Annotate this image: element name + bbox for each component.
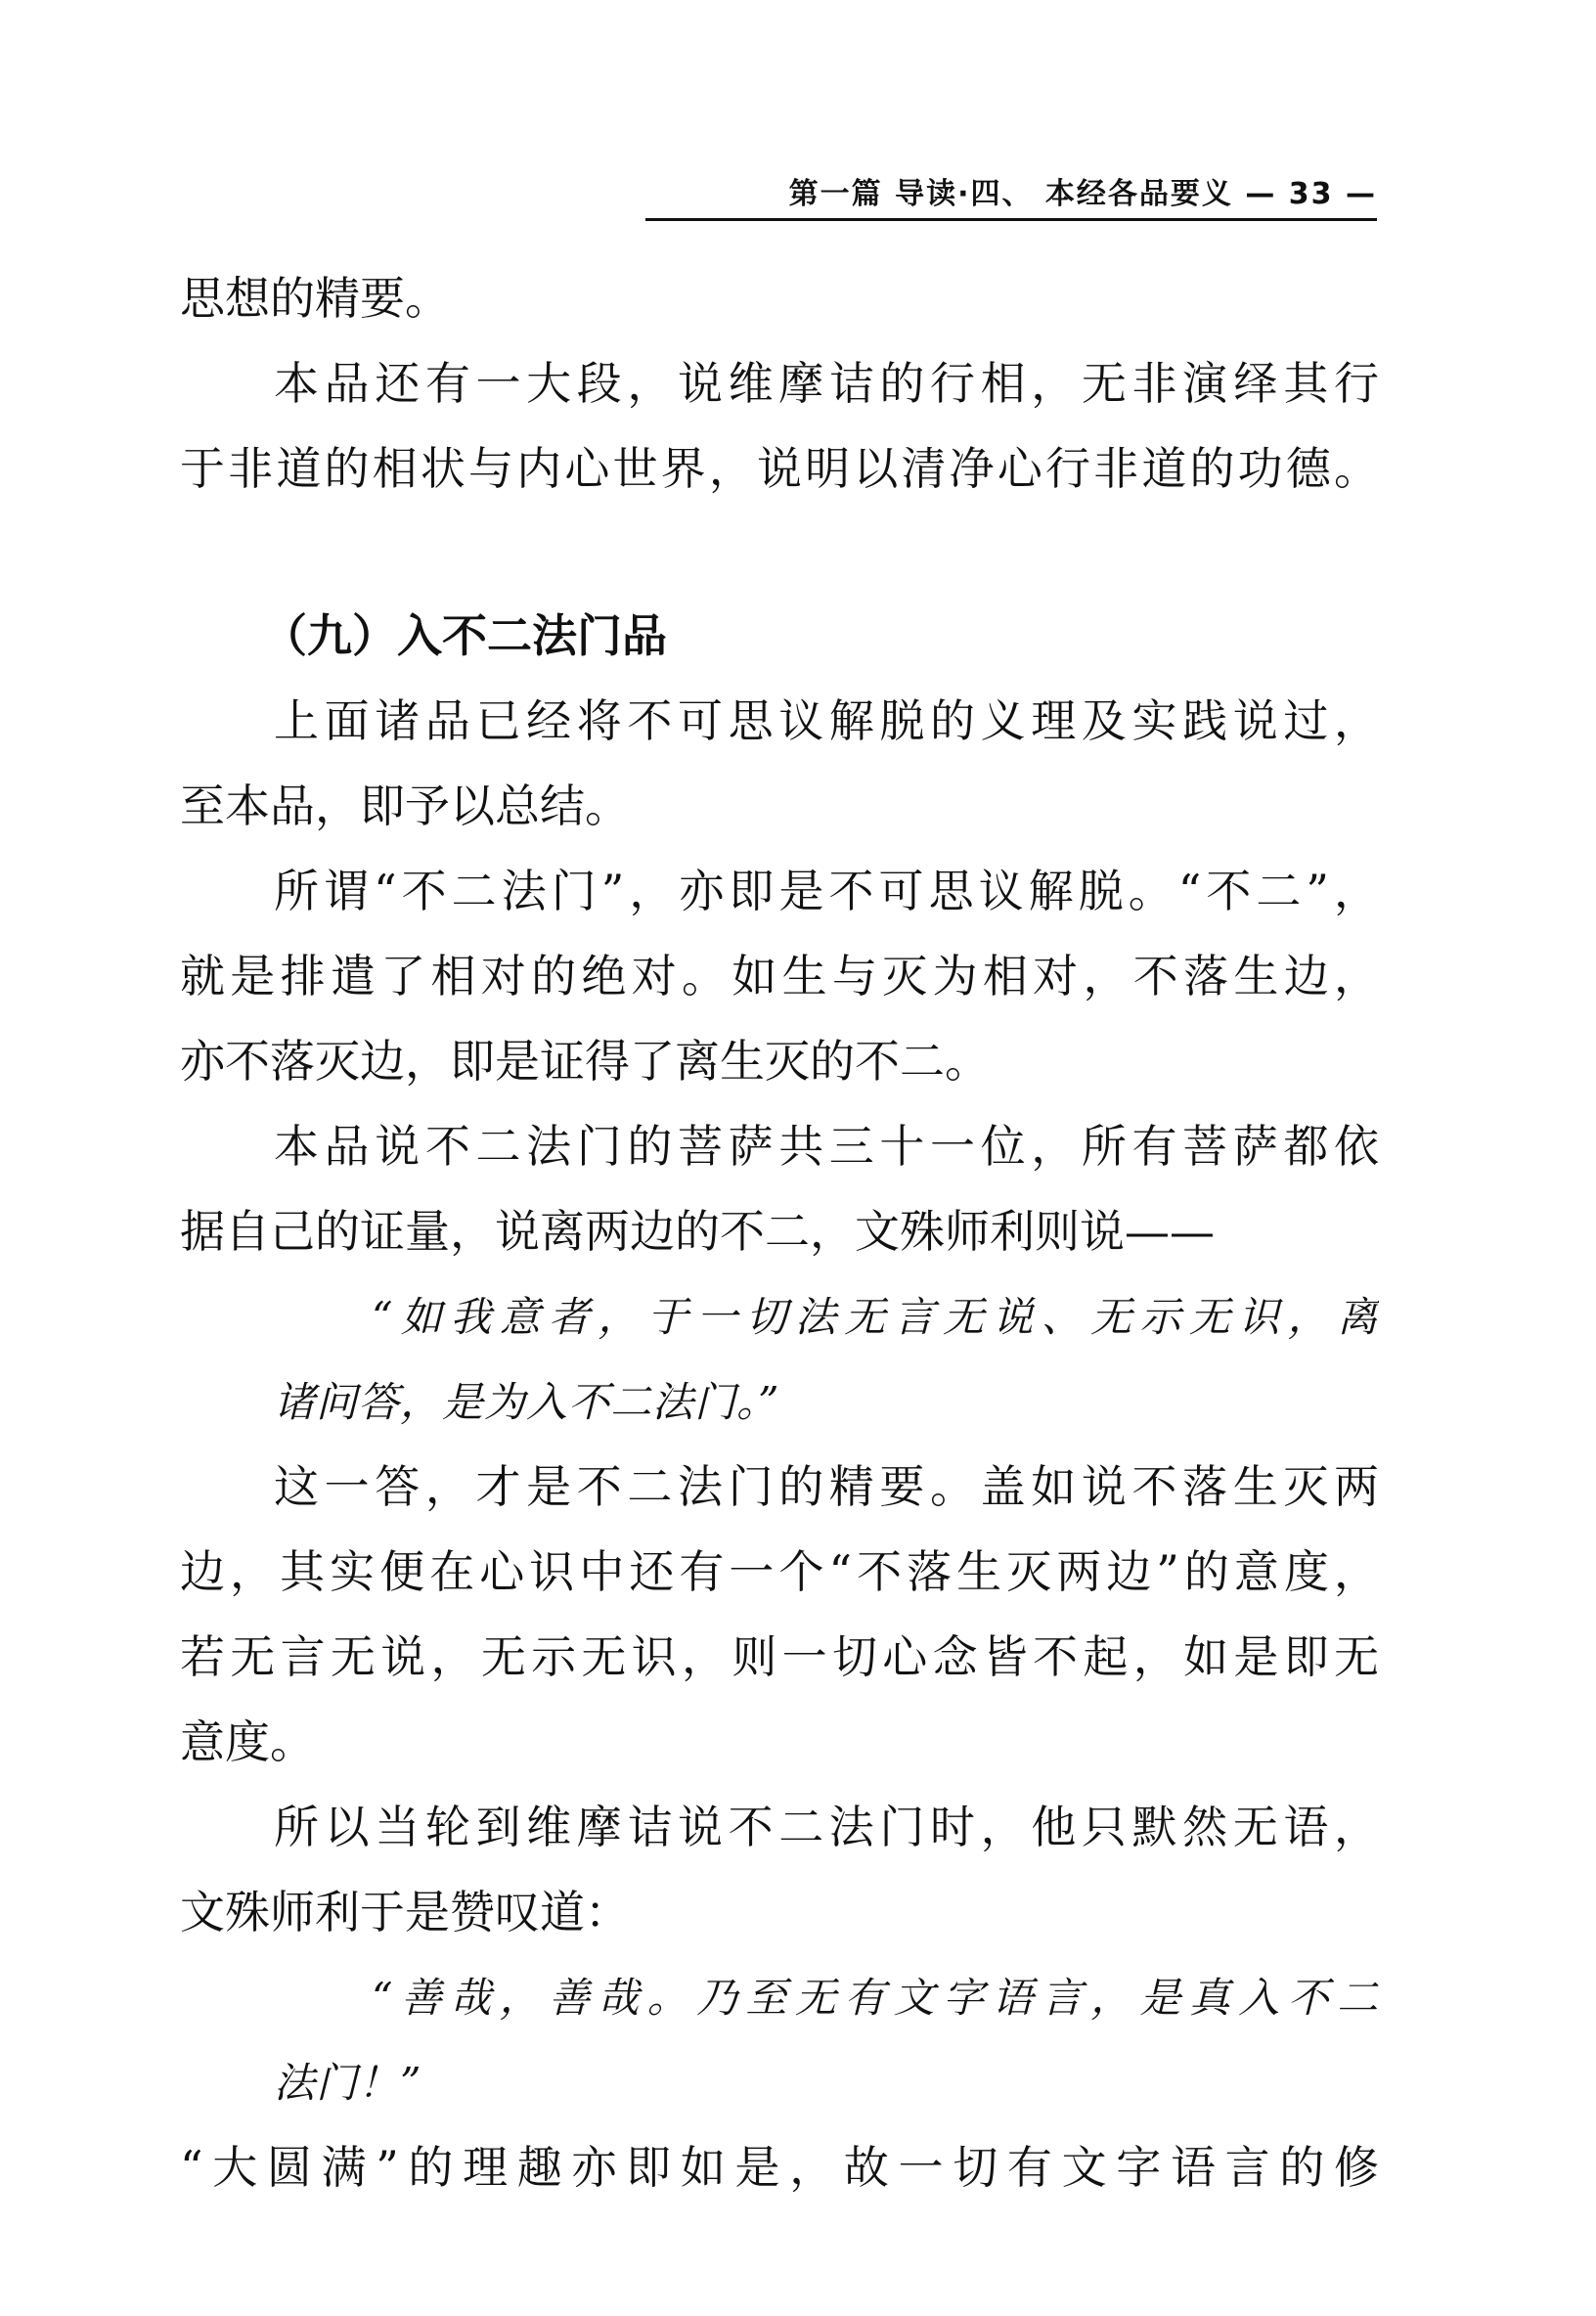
body-line: “大圆满”的理趣亦即如是，故一切有文字语言的修 bbox=[180, 2141, 1379, 2194]
body-line: 若无言无说，无示无识，则一切心念皆不起，如是即无 bbox=[180, 1630, 1379, 1683]
body-line: 这一答，才是不二法门的精要。盖如说不落生灭两 bbox=[274, 1460, 1379, 1513]
quote-line: 法门！” bbox=[274, 2059, 422, 2107]
section-heading: （九）入不二法门品 bbox=[262, 609, 667, 662]
page-body bbox=[180, 256, 1379, 2210]
body-line: 据自己的证量，说离两边的不二，文殊师利则说—— bbox=[180, 1205, 1215, 1258]
body-line: 上面诸品已经将不可思议解脱的义理及实践说过， bbox=[274, 694, 1379, 747]
body-line: 边，其实便在心识中还有一个“不落生灭两边”的意度， bbox=[180, 1545, 1379, 1598]
body-line: 文殊师利于是赞叹道： bbox=[180, 1886, 630, 1938]
body-line: 思想的精要。 bbox=[180, 272, 450, 325]
body-line: 意度。 bbox=[180, 1715, 315, 1768]
body-line: 本品说不二法门的菩萨共三十一位，所有菩萨都依 bbox=[274, 1120, 1379, 1173]
body-line: 于非道的相状与内心世界，说明以清净心行非道的功德。 bbox=[180, 442, 1379, 495]
quote-line: “如我意者，于一切法无言无说、无示无识，离 bbox=[372, 1293, 1379, 1341]
running-title: 第一篇 导读·四、 本经各品要义 — 33 — bbox=[788, 177, 1377, 211]
running-header bbox=[645, 170, 1377, 221]
quote-line: “善哉，善哉。乃至无有文字语言，是真入不二 bbox=[372, 1974, 1379, 2022]
quote-line: 诸问答，是为入不二法门。” bbox=[274, 1378, 780, 1426]
body-line: 所以当轮到维摩诘说不二法门时，他只默然无语， bbox=[274, 1801, 1379, 1853]
body-line: 本品还有一大段，说维摩诘的行相，无非演绎其行 bbox=[274, 357, 1379, 410]
body-line: 所谓“不二法门”，亦即是不可思议解脱。“不二”， bbox=[274, 865, 1379, 917]
body-line: 至本品，即予以总结。 bbox=[180, 779, 630, 832]
body-line: 亦不落灭边，即是证得了离生灭的不二。 bbox=[180, 1035, 990, 1088]
body-line: 就是排遣了相对的绝对。如生与灭为相对，不落生边， bbox=[180, 950, 1379, 1002]
